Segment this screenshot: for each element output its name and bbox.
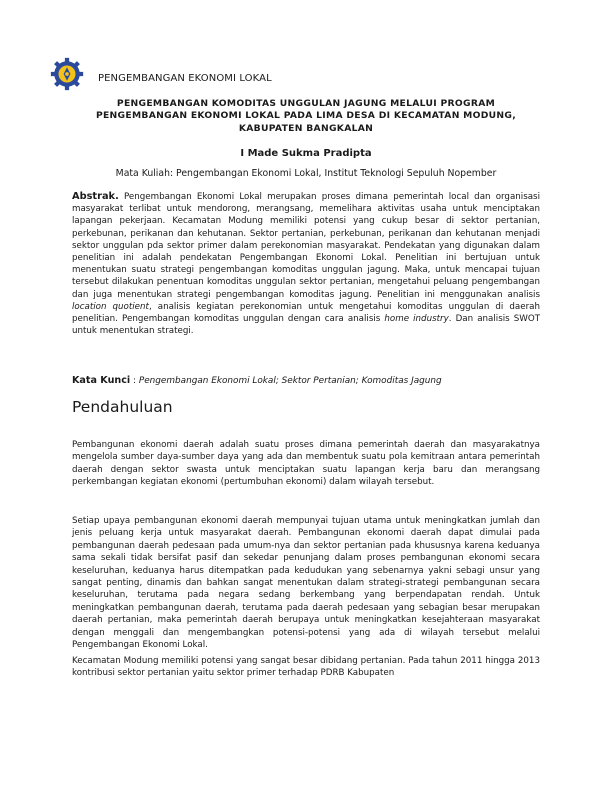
abstract-text: , analisis kegiatan perekonomian untuk mengetahui komoditas unggulan di daerah penelitian. Pengembangan komoditas unggulan dengan cara analisis: [72, 301, 540, 325]
body-paragraph: Setiap upaya pembangunan ekonomi daerah mempunyai tujuan utama untuk meningkatkan jumlah dan jenis peluang kerja untuk masyarakat daerah. Pembangunan ekonomi daerah dapat dimulai pada pembangunan daerah pedesaan pada umum-nya dan sektor pertanian pada khususnya karena keduanya sama sekali tidak bersifat pasif dan sekedar penunjang dalam proses pembangunan ekonomi secara keseluruhan, keduanya harus ditempatkan pada kedudukan yang sebenarnya yakni sebagi unsur yang sangat penting, dinamis dan bahkan sangat menentukan dalam strategi-strategi pembangunan secara keseluruhan, terutama pada negara sedang berkembang yang berpendapatan rendah. Untuk meningkatkan pembangunan daerah, terutama pada daerah pedesaan yang sebagian besar merupakan daerah pertanian, maka pemerintah daerah berupaya untuk meningkatkan kesejahteraan masyarakat dengan menggali dan mengembangkan potensi-potensi yang ada di wilayah tersebut melalui Pengembangan Ekonomi Lokal.: [72, 516, 540, 651]
keywords-label: Kata Kunci: [72, 375, 131, 386]
running-head: PENGEMBANGAN EKONOMI LOKAL: [98, 73, 272, 84]
title-line: PENGEMBANGAN EKONOMI LOKAL PADA LIMA DESA DI KECAMATAN MODUNG,: [95, 110, 517, 122]
author-name: I Made Sukma Pradipta: [240, 148, 372, 159]
keywords-value: Pengembangan Ekonomi Lokal; Sektor Pertanian; Komoditas Jagung: [138, 376, 442, 386]
body-paragraph: Pembangunan ekonomi daerah adalah suatu proses dimana pemerintah daerah dan masyarakatnya mengelola sumber daya-sumber daya yang ada dan membentuk suatu pola kemitraan antara pemerintah daerah dengan sektor swasta untuk menciptakan suatu lapangan kerja baru dan merangsang perkembangan kegiatan ekonomi (pertumbuhan ekonomi) dalam wilayah tersebut.: [72, 440, 540, 488]
abstract-text: Pengembangan Ekonomi Lokal merupakan proses dimana pemerintah local dan organisasi masyarakat terlibat untuk mendorong, merangsang, memelihara aktivitas usaha untuk menciptakan lapangan pekerjaan. Kecamatan Modung memiliki potensi yang cukup besar di sektor pertanian, perkebunan, perikanan dan kehutanan. Sektor pertanian, perkebunan, perikanan dan kehutanan menjadi sektor unggulan pda sektor primer dalam perekonomian masyarakat. Pendekatan yang digunakan dalam penelitian ini adalah pendekatan Pengembangan Ekonomi Lokal. Penelitian ini bertujuan untuk menentukan suatu strategi pengembangan komoditas unggulan jagung. Maka, untuk mencapai tujuan tersebut dilakukan penentuan komoditas unggulan sektor pertanian, mengetahui peluang pengembangan dan juga menentukan strategi pengembangan komoditas jagung. Penelitian ini menggunakan analisis: [72, 192, 540, 300]
keywords: [72, 375, 540, 386]
paper-title: [70, 98, 542, 135]
abstract-italic-term: location quotient: [72, 301, 149, 312]
body-paragraph: Kecamatan Modung memiliki potensi yang sangat besar dibidang pertanian. Pada tahun 2011 hingga 2013 kontribusi sektor pertanian yaitu sektor primer terhadap PDRB Kabupaten: [72, 656, 540, 679]
title-line: PENGEMBANGAN KOMODITAS UNGGULAN JAGUNG MELALUI PROGRAM: [116, 98, 496, 109]
author-affiliation: Mata Kuliah: Pengembangan Ekonomi Lokal, Institut Teknologi Sepuluh Nopember: [115, 168, 497, 179]
institution-logo-icon: [50, 57, 84, 91]
title-line: KABUPATEN BANGKALAN: [238, 122, 374, 134]
abstract: [72, 191, 540, 337]
abstract-label: Abstrak.: [72, 191, 119, 202]
keywords-separator: :: [130, 376, 139, 386]
section-heading: Pendahuluan: [72, 398, 173, 416]
abstract-text: . Dan analisis SWOT untuk menentukan strategi.: [72, 314, 541, 337]
abstract-italic-term: home industry: [384, 314, 449, 325]
